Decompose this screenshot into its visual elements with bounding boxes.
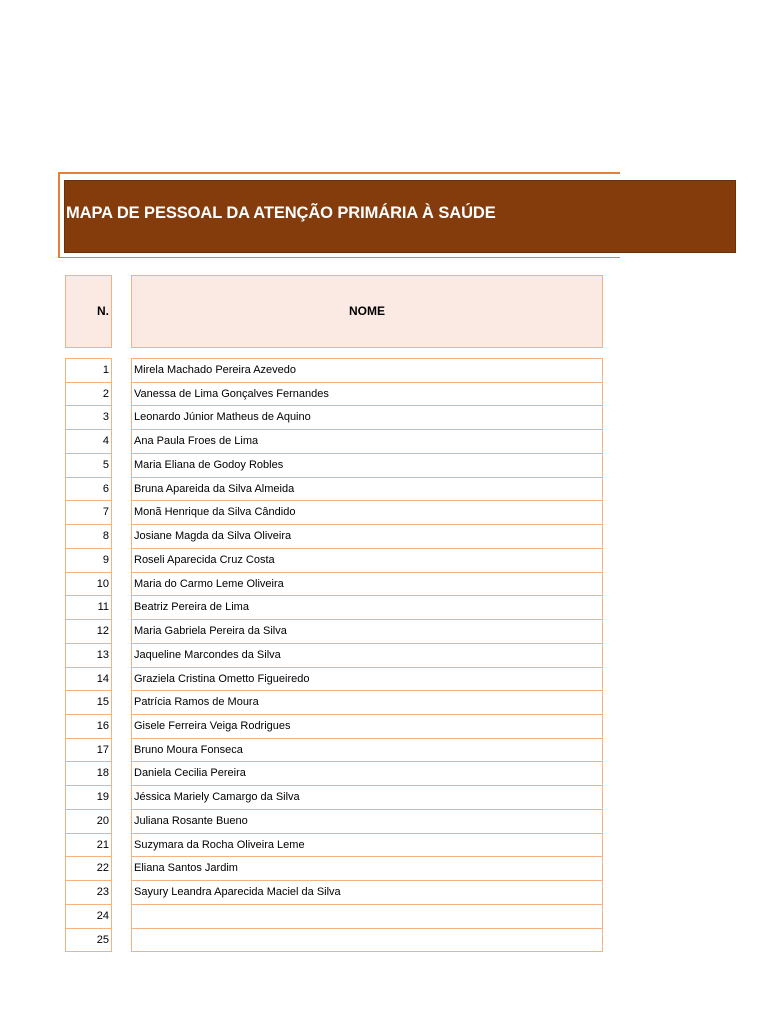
name-cell: Ana Paula Froes de Lima (131, 430, 603, 454)
name-cell: Leonardo Júnior Matheus de Aquino (131, 406, 603, 430)
column-header-name (131, 275, 603, 348)
name-cell: Sayury Leandra Aparecida Maciel da Silva (131, 881, 603, 905)
number-cell: 9 (65, 549, 112, 573)
name-cell: Daniela Cecilia Pereira (131, 762, 603, 786)
name-cell: Maria do Carmo Leme Oliveira (131, 573, 603, 597)
number-cell: 10 (65, 573, 112, 597)
name-cell: Maria Gabriela Pereira da Silva (131, 620, 603, 644)
number-cell: 17 (65, 739, 112, 763)
name-cell: Beatriz Pereira de Lima (131, 596, 603, 620)
number-cell: 4 (65, 430, 112, 454)
name-cell: Vanessa de Lima Gonçalves Fernandes (131, 383, 603, 407)
column-header-number (65, 275, 112, 348)
number-cell: 5 (65, 454, 112, 478)
number-cell: 15 (65, 691, 112, 715)
number-cell: 7 (65, 501, 112, 525)
name-cell: Graziela Cristina Ometto Figueiredo (131, 668, 603, 692)
name-cell: Monã Henrique da Silva Cândido (131, 501, 603, 525)
number-cell: 12 (65, 620, 112, 644)
name-cell (131, 929, 603, 953)
name-cell: Mirela Machado Pereira Azevedo (131, 358, 603, 383)
number-cell: 11 (65, 596, 112, 620)
column-header-number-label: N. (97, 304, 109, 318)
name-cell: Eliana Santos Jardim (131, 857, 603, 881)
name-cell: Jaqueline Marcondes da Silva (131, 644, 603, 668)
number-cell: 14 (65, 668, 112, 692)
number-cell: 20 (65, 810, 112, 834)
number-cell: 16 (65, 715, 112, 739)
number-cell: 21 (65, 834, 112, 858)
name-cell: Patrícia Ramos de Moura (131, 691, 603, 715)
number-cell: 1 (65, 358, 112, 383)
name-cell: Josiane Magda da Silva Oliveira (131, 525, 603, 549)
number-cell: 8 (65, 525, 112, 549)
number-cell: 24 (65, 905, 112, 929)
name-cell: Bruna Apareida da Silva Almeida (131, 478, 603, 502)
page-title: MAPA DE PESSOAL DA ATENÇÃO PRIMÁRIA À SAÚDE (66, 204, 496, 222)
name-cell: Gisele Ferreira Veiga Rodrigues (131, 715, 603, 739)
number-cell: 25 (65, 929, 112, 953)
name-cell (131, 905, 603, 929)
name-cell: Roseli Aparecida Cruz Costa (131, 549, 603, 573)
column-header-name-label: NOME (349, 304, 385, 318)
number-column (65, 358, 112, 952)
name-cell: Jéssica Mariely Camargo da Silva (131, 786, 603, 810)
number-cell: 6 (65, 478, 112, 502)
number-cell: 23 (65, 881, 112, 905)
name-cell: Suzymara da Rocha Oliveira Leme (131, 834, 603, 858)
number-cell: 22 (65, 857, 112, 881)
name-cell: Maria Eliana de Godoy Robles (131, 454, 603, 478)
number-cell: 18 (65, 762, 112, 786)
number-cell: 3 (65, 406, 112, 430)
number-cell: 13 (65, 644, 112, 668)
name-column (131, 358, 603, 952)
number-cell: 2 (65, 383, 112, 407)
name-cell: Juliana Rosante Bueno (131, 810, 603, 834)
number-cell: 19 (65, 786, 112, 810)
name-cell: Bruno Moura Fonseca (131, 739, 603, 763)
